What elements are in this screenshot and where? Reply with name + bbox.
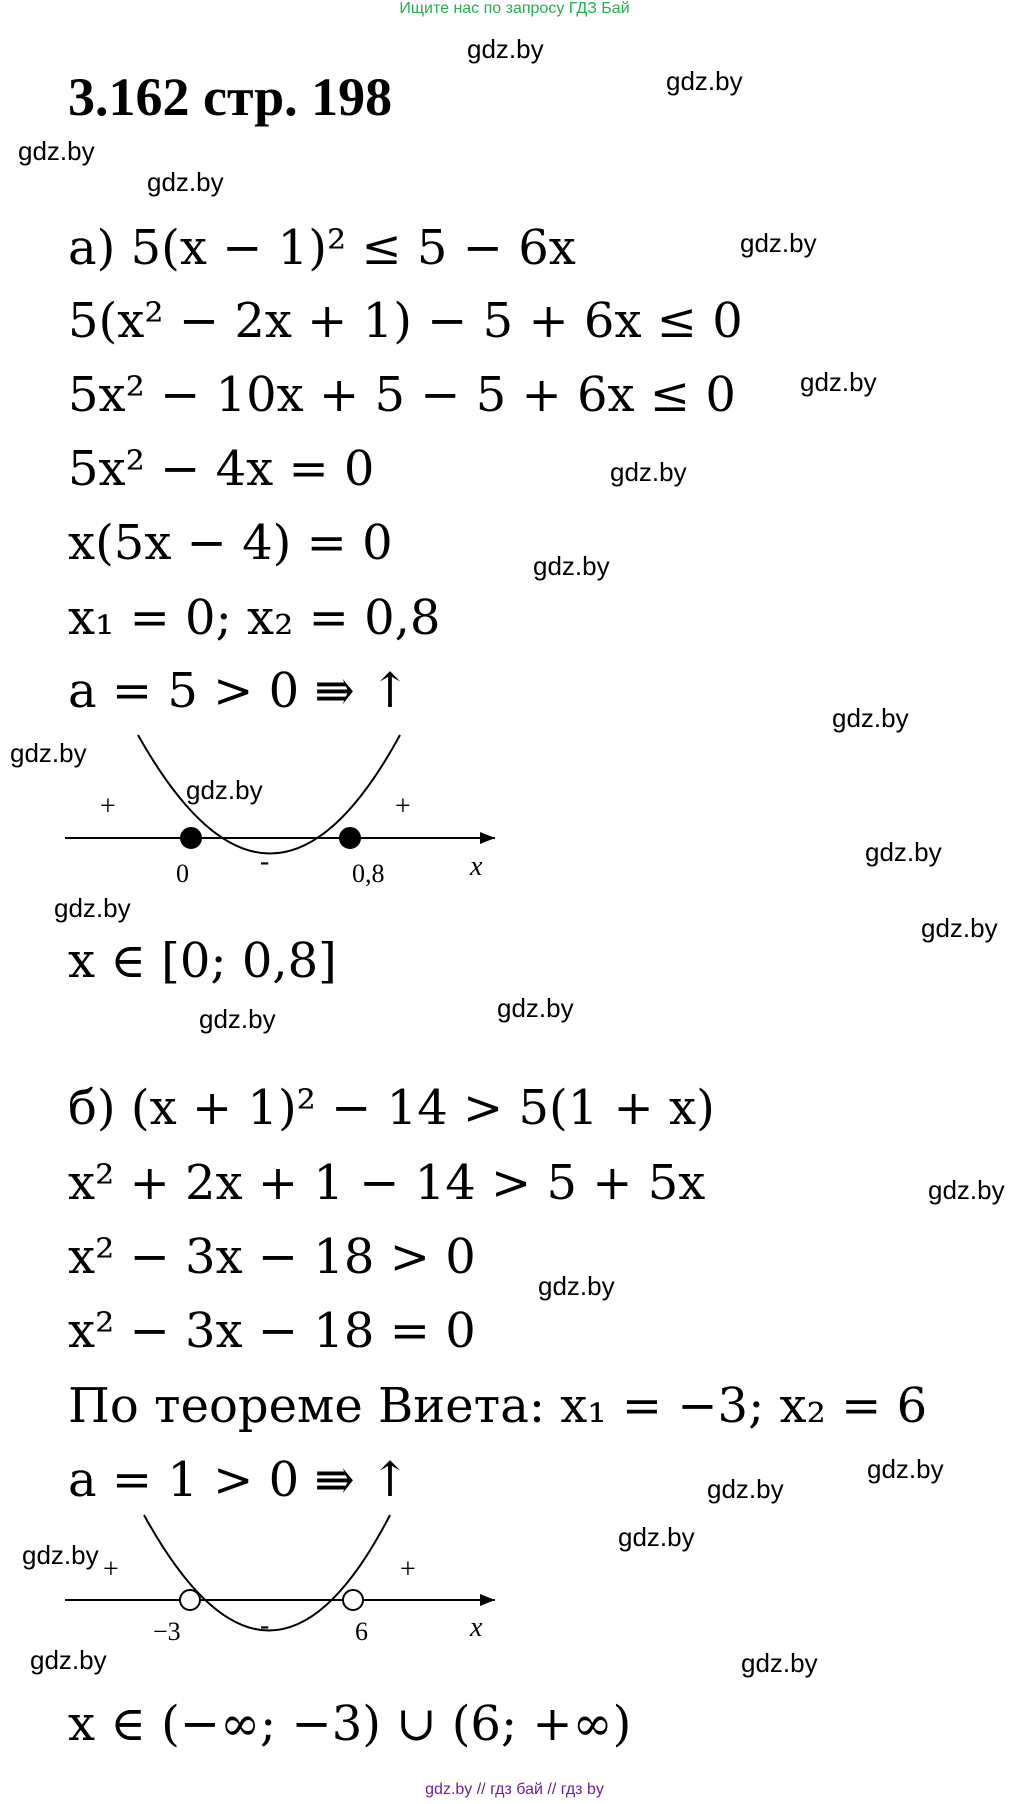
watermark: gdz.by	[10, 738, 87, 768]
root-point	[180, 1590, 200, 1610]
watermark: gdz.by	[22, 1540, 99, 1570]
watermark: gdz.by	[921, 913, 998, 943]
root-label: −3	[153, 1617, 181, 1646]
sign-middle: -	[260, 846, 270, 877]
answer-line: x ∈ [0; 0,8]	[68, 933, 337, 989]
watermark: gdz.by	[538, 1271, 615, 1301]
solution-line: По теореме Виета: x₁ = −3; x₂ = 6	[68, 1378, 928, 1434]
watermark: gdz.by	[741, 1648, 818, 1678]
watermark: gdz.by	[610, 457, 687, 487]
watermark: gdz.by	[18, 136, 95, 166]
solution-line: б) (x + 1)² − 14 > 5(1 + x)	[68, 1080, 715, 1136]
root-label: 0	[176, 859, 189, 888]
watermark: gdz.by	[867, 1454, 944, 1484]
axis-arrow	[480, 832, 495, 844]
page-title: 3.162 стр. 198	[68, 67, 393, 127]
top-banner[interactable]: Ищите нас по запросу ГДЗ Бай	[399, 0, 630, 17]
root-point	[181, 828, 201, 848]
solution-line: x² − 3x − 18 > 0	[68, 1229, 476, 1285]
watermark: gdz.by	[54, 893, 131, 923]
parabola-graph-b	[60, 1510, 510, 1670]
sign-left: +	[103, 1554, 119, 1585]
solution-line: 5x² − 10x + 5 − 5 + 6x ≤ 0	[68, 367, 736, 423]
root-point	[340, 828, 360, 848]
watermark: gdz.by	[467, 34, 544, 64]
watermark: gdz.by	[865, 837, 942, 867]
root-label: 0,8	[352, 859, 385, 888]
solution-line: x² − 3x − 18 = 0	[68, 1303, 476, 1359]
sign-right: +	[400, 1554, 416, 1585]
watermark: gdz.by	[199, 1004, 276, 1034]
axis-arrow	[480, 1594, 495, 1606]
watermark: gdz.by	[666, 66, 743, 96]
sign-right: +	[395, 791, 411, 822]
watermark: gdz.by	[497, 993, 574, 1023]
axis-label: x	[470, 1612, 483, 1643]
solution-line: a = 5 > 0 ⇛ ↑	[68, 663, 411, 719]
footer-links[interactable]: gdz.by // гдз бай // гдз by	[425, 1781, 604, 1798]
root-point	[343, 1590, 363, 1610]
axis-label: x	[470, 851, 483, 882]
solution-line: 5(x² − 2x + 1) − 5 + 6x ≤ 0	[68, 293, 743, 349]
answer-line: x ∈ (−∞; −3) ∪ (6; +∞)	[68, 1696, 632, 1752]
watermark: gdz.by	[707, 1474, 784, 1504]
watermark: gdz.by	[832, 703, 909, 733]
watermark: gdz.by	[928, 1175, 1005, 1205]
watermark: gdz.by	[186, 775, 263, 805]
watermark: gdz.by	[618, 1522, 695, 1552]
watermark: gdz.by	[30, 1645, 107, 1675]
watermark: gdz.by	[147, 167, 224, 197]
solution-line: 5x² − 4x = 0	[68, 441, 375, 497]
sign-middle: -	[260, 1610, 270, 1641]
solution-line: a = 1 > 0 ⇛ ↑	[68, 1452, 411, 1508]
watermark: gdz.by	[533, 551, 610, 581]
sign-left: +	[100, 791, 116, 822]
solution-line: x(5x − 4) = 0	[68, 515, 393, 571]
solution-line: x₁ = 0; x₂ = 0,8	[68, 590, 441, 646]
root-label: 6	[355, 1617, 368, 1646]
parabola-graph-a	[60, 730, 510, 890]
watermark: gdz.by	[740, 228, 817, 258]
solution-line: x² + 2x + 1 − 14 > 5 + 5x	[68, 1155, 706, 1211]
solution-line: а) 5(x − 1)² ≤ 5 − 6x	[68, 220, 576, 276]
watermark: gdz.by	[800, 367, 877, 397]
